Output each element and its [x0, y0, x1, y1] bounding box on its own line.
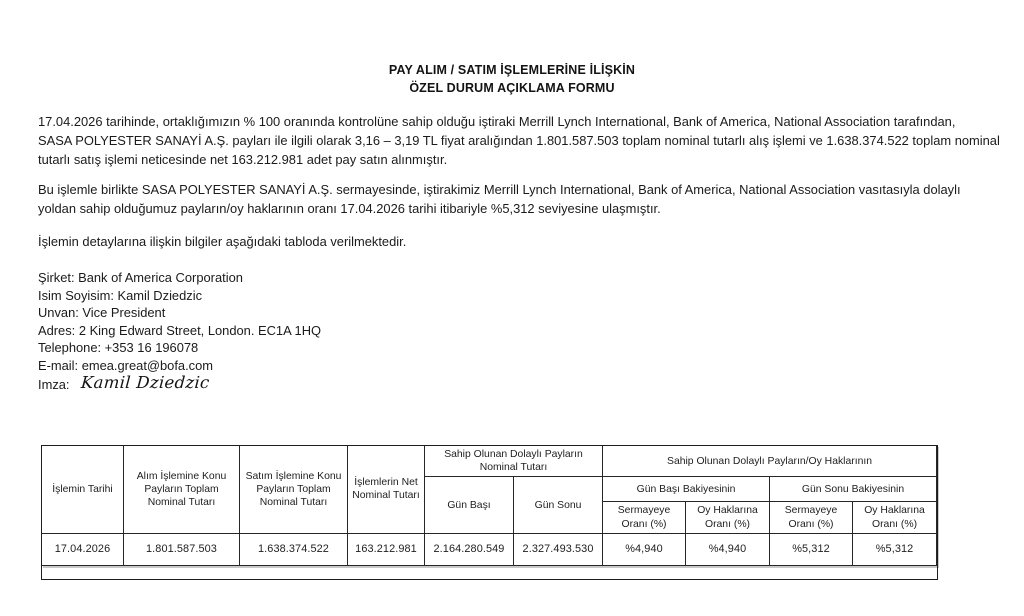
paragraph-transaction-summary [38, 112, 1000, 170]
transaction-details-table [41, 445, 937, 566]
cell-capital-ratio-start: %4,940 [603, 533, 686, 565]
cell-day-start: 2.164.280.549 [425, 533, 514, 565]
th-day-start: Gün Başı [425, 477, 514, 533]
th-day-end: Gün Sonu [514, 477, 603, 533]
th-buy-total: Alım İşlemine Konu Payların Toplam Nominal Tutarı [124, 446, 240, 534]
cell-capital-ratio-end: %5,312 [770, 533, 853, 565]
th-net-total: İşlemlerin Net Nominal Tutarı [348, 446, 425, 534]
th-capital-ratio-end: Sermayeye Oranı (%) [770, 502, 853, 533]
th-day-start-balance: Gün Başı Bakiyesinin [603, 477, 770, 502]
cell-voting-ratio-end: %5,312 [853, 533, 937, 565]
cell-buy-total: 1.801.587.503 [124, 533, 240, 565]
signature-image: Kamil Dziedzic [79, 372, 210, 392]
paragraph-ownership-ratio [38, 180, 990, 218]
paragraph-3-line-1: İşlemin detaylarına ilişkin bilgiler aşağıdaki tabloda verilmektedir. [38, 234, 407, 249]
cell-voting-ratio-start: %4,940 [686, 533, 770, 565]
th-indirect-rights-group: Sahip Olunan Dolaylı Payların/Oy Haklarının [603, 446, 937, 477]
th-capital-ratio-start: Sermayeye Oranı (%) [603, 502, 686, 533]
cell-day-end: 2.327.493.530 [514, 533, 603, 565]
signature-label: Imza: [38, 376, 70, 392]
contact-telephone: Telephone: +353 16 196078 [38, 340, 199, 356]
th-day-end-balance: Gün Sonu Bakiyesinin [770, 477, 937, 502]
th-voting-ratio-end: Oy Haklarına Oranı (%) [853, 502, 937, 533]
table-body [42, 533, 937, 565]
table-head [42, 446, 937, 534]
paragraph-1-line-1: 17.04.2026 tarihinde, ortaklığımızın % 100 oranında kontrolüne sahip olduğu iştiraki Merrill Lynch International, Bank of America, National Association tarafından, [38, 114, 956, 129]
transaction-details-table-wrapper [41, 445, 936, 566]
th-sell-total: Satım İşlemine Konu Payların Toplam Nominal Tutarı [240, 446, 348, 534]
title-line-1: PAY ALIM / SATIM İŞLEMLERİNE İLİŞKİN [388, 63, 636, 77]
cell-sell-total: 1.638.374.522 [240, 533, 348, 565]
paragraph-table-reference [38, 232, 990, 251]
table-header-row-1 [42, 446, 937, 477]
cell-net-total: 163.212.981 [348, 533, 425, 565]
title-line-2: ÖZEL DURUM AÇIKLAMA FORMU [409, 80, 615, 95]
contact-company: Şirket: Bank of America Corporation [38, 270, 243, 285]
table-row [42, 533, 937, 565]
paragraph-2-line-1: Bu işlemle birlikte SASA POLYESTER SANAYİ A.Ş. sermayesinde, iştirakimiz Merrill Lynch International, Bank of America, National Association vasıtasıyla dolaylı [38, 182, 961, 197]
contact-details-block [38, 269, 321, 393]
th-transaction-date: İşlemin Tarihi [42, 446, 124, 534]
paragraph-2-line-2: yoldan sahip olduğumuz payların/oy haklarının oranı 17.04.2026 tarihi itibariyle %5,312 seviyesine ulaşmıştır. [38, 201, 661, 217]
th-voting-ratio-start: Oy Haklarına Oranı (%) [686, 502, 770, 533]
contact-name: Isim Soyisim: Kamil Dziedzic [38, 287, 203, 303]
contact-role: Unvan: Vice President [38, 305, 166, 321]
contact-email: E-mail: emea.great@bofa.com [38, 357, 214, 373]
paragraph-1-line-2: SASA POLYESTER SANAYİ A.Ş. payları ile ilgili olarak 3,16 – 3,19 TL fiyat aralığından 1.801.587.503 toplam nominal tutarlı alış işlemi ve 1.638.374.522 toplam nominal [38, 133, 1000, 149]
signature-row [38, 372, 321, 394]
contact-address: Adres: 2 King Edward Street, London. EC1A 1HQ [38, 322, 322, 338]
th-indirect-nominal-group: Sahip Olunan Dolaylı Payların Nominal Tutarı [425, 446, 603, 477]
cell-transaction-date: 17.04.2026 [42, 533, 124, 565]
paragraph-1-line-3: tutarlı satış işlemi neticesinde net 163.212.981 adet pay satın alınmıştır. [38, 152, 448, 168]
page-title [0, 62, 1024, 97]
